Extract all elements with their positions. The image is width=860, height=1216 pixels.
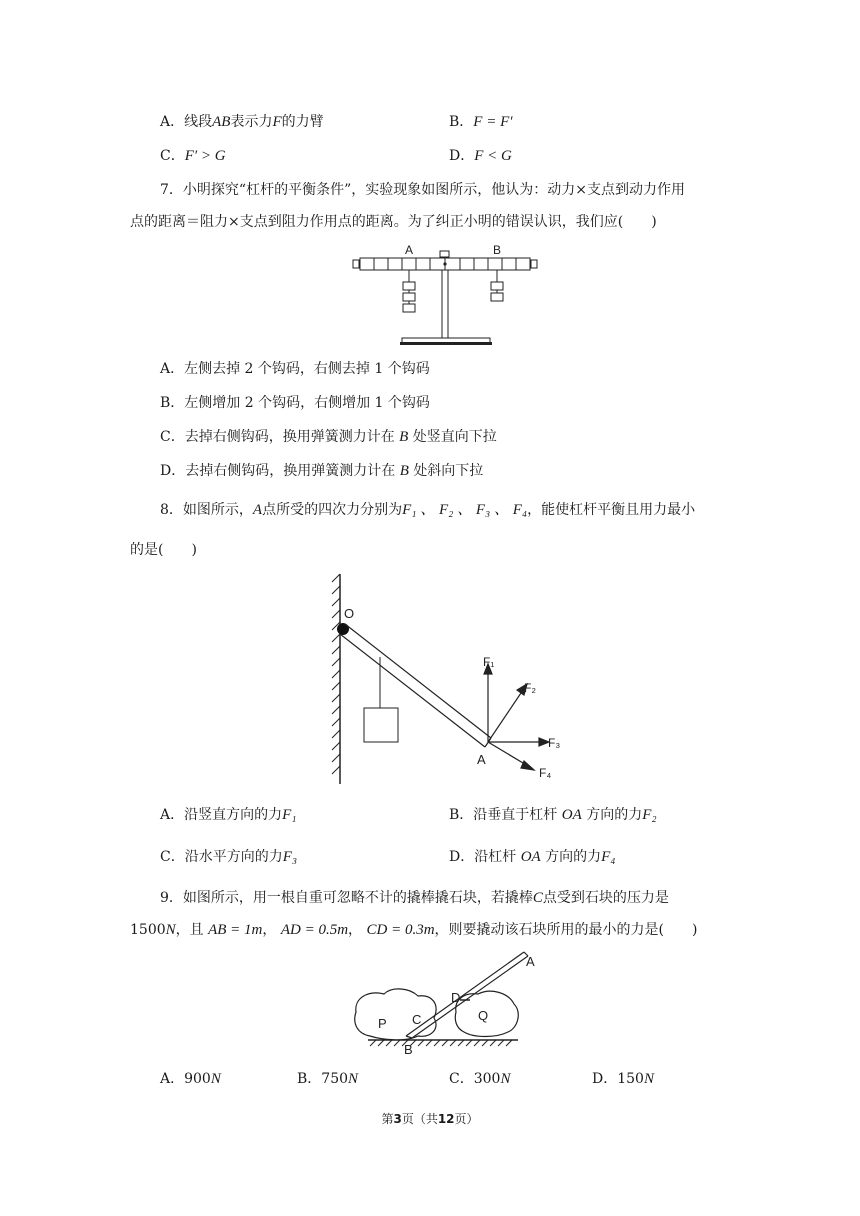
q9-label-d: D <box>451 990 461 1005</box>
q9-option-b: B．750N <box>297 1071 359 1087</box>
q8-option-c: C．沿水平方向的力F₃ <box>160 849 298 865</box>
q6-option-d: D．F < G <box>449 148 512 164</box>
q7-lever-figure <box>350 244 545 350</box>
q7-label-b: B <box>493 244 502 257</box>
q8-label-f1: F₁ <box>483 655 495 669</box>
q8-option-a: A．沿竖直方向的力F₁ <box>160 807 297 823</box>
page-number: 3 <box>393 1112 402 1126</box>
q8-label-a: A <box>477 752 486 767</box>
q8-option-b: B．沿垂直于杠杆 OA 方向的力F₂ <box>449 807 657 823</box>
q8-stem-line2: 的是( ) <box>130 542 197 558</box>
q9-label-a: A <box>526 954 535 969</box>
q8-option-d: D．沿杠杆 OA 方向的力F₄ <box>449 849 616 865</box>
q9-label-p: P <box>378 1016 387 1031</box>
q6-option-a: A．线段AB表示力F的力臂 <box>160 114 324 130</box>
q8-stem-line1: 8．如图所示，A点所受的四次力分别为F₁ 、 F₂ 、 F₃ 、 F₄，能使杠杆平衡且用力最小 <box>160 502 696 518</box>
q8-label-f2: F₂ <box>524 681 536 695</box>
q9-stem-line1: 9．如图所示，用一根自重可忽略不计的撬棒撬石块，若撬棒C点受到石块的压力是 <box>160 890 669 906</box>
q7-option-a: A．左侧去掉 2 个钩码，右侧去掉 1 个钩码 <box>160 361 430 377</box>
q7-option-c: C．去掉右侧钩码，换用弹簧测力计在 B 处竖直向下拉 <box>160 429 497 445</box>
q7-stem-line2: 点的距离＝阻力×支点到阻力作用点的距离。为了纠正小明的错误认识，我们应( ) <box>130 214 657 230</box>
q9-label-b: B <box>404 1042 413 1057</box>
q6-option-c: C．F′ > G <box>160 148 226 164</box>
q8-label-f4: F₄ <box>539 766 552 780</box>
q9-label-q: Q <box>478 1008 489 1023</box>
q9-stem-line2: 1500N，且 AB = 1m， AD = 0.5m， CD = 0.3m，则要撬动该石块所用的最小的力是( ) <box>130 922 698 938</box>
q7-option-b: B．左侧增加 2 个钩码，右侧增加 1 个钩码 <box>160 395 430 411</box>
q8-lever-figure <box>320 572 570 786</box>
q7-stem-line1: 7．小明探究“杠杆的平衡条件”，实验现象如图所示，他认为：动力×支点到动力作用 <box>160 182 685 198</box>
q7-option-d: D．去掉右侧钩码，换用弹簧测力计在 B 处斜向下拉 <box>160 463 484 479</box>
q8-label-o: O <box>344 606 355 621</box>
q9-label-c: C <box>412 1012 422 1027</box>
q6-option-b: B．F = F′ <box>449 114 513 130</box>
page-total: 12 <box>437 1112 455 1126</box>
page-footer: 第3页（共12页） <box>381 1112 479 1126</box>
q7-label-a: A <box>405 244 414 257</box>
q9-option-a: A．900N <box>160 1071 221 1087</box>
q9-crowbar-figure <box>348 950 553 1060</box>
q9-option-d: D．150N <box>592 1071 654 1087</box>
q9-option-c: C．300N <box>449 1071 511 1087</box>
q8-label-f3: F₃ <box>548 736 561 750</box>
